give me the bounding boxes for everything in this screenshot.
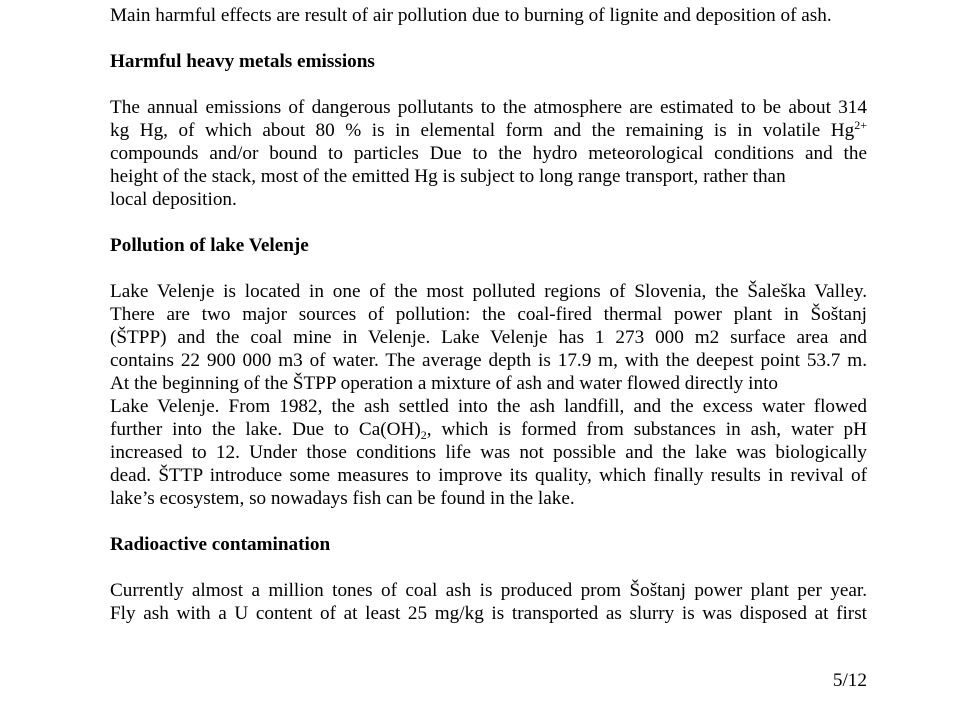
text-line: [110, 119, 867, 142]
text-line: contains 22 900 000 m3 of water. The average depth is 17.9 m, with the deepest point 53.7 m.: [110, 350, 867, 371]
section-heading-radioactive: Radioactive contamination: [110, 534, 331, 555]
text-line: Fly ash with a U content of at least 25 mg/kg is transported as slurry is was disposed at first: [110, 603, 867, 624]
text-line: increased to 12. Under those conditions life was not possible and the lake was biologically: [110, 442, 867, 463]
text-line: At the beginning of the ŠTPP operation a mixture of ash and water flowed directly into: [110, 373, 779, 394]
text-line: compounds and/or bound to particles Due to the hydro meteorological conditions and the: [110, 143, 867, 164]
text-fragment: , which is formed from substances in ash, water pH: [426, 419, 867, 440]
text-fragment: further into the lake. Due to Ca(OH): [110, 419, 421, 440]
text-fragment: kg Hg, of which about 80 % is in elemental form and the remaining is in volatile Hg: [110, 120, 855, 141]
text-line: [110, 418, 867, 441]
page-number: 5/12: [832, 670, 867, 691]
text-line: lake’s ecosystem, so nowadays fish can be found in the lake.: [110, 488, 575, 509]
text-line: dead. ŠTTP introduce some measures to improve its quality, which finally results in revival of: [110, 465, 867, 486]
intro-paragraph: [110, 4, 867, 27]
section-heading-lake-velenje: Pollution of lake Velenje: [110, 235, 309, 256]
hg-superscript: 2+: [854, 118, 867, 132]
text-line: Lake Velenje. From 1982, the ash settled into the ash landfill, and the excess water flowed: [110, 396, 867, 417]
lake-velenje-paragraph: [110, 280, 867, 510]
text-line: Lake Velenje is located in one of the most polluted regions of Slovenia, the Šaleška Valley.: [110, 281, 867, 302]
text-line: The annual emissions of dangerous pollutants to the atmosphere are estimated to be about 314: [110, 97, 867, 118]
heavy-metals-paragraph: [110, 96, 867, 211]
radioactive-paragraph: [110, 579, 867, 625]
text-line: local deposition.: [110, 189, 237, 210]
caoh-subscript: 2: [420, 428, 427, 442]
text-line: Currently almost a million tones of coal ash is produced prom Šoštanj power plant per year.: [110, 580, 867, 601]
section-heading-heavy-metals: Harmful heavy metals emissions: [110, 51, 375, 72]
text-line: There are two major sources of pollution: the coal-fired thermal power plant in Šoštanj: [110, 304, 867, 325]
text-line: Main harmful effects are result of air pollution due to burning of lignite and deposition of ash.: [110, 5, 832, 26]
text-line: height of the stack, most of the emitted Hg is subject to long range transport, rather than: [110, 166, 786, 187]
text-line: (ŠTPP) and the coal mine in Velenje. Lake Velenje has 1 273 000 m2 surface area and: [110, 327, 867, 348]
document-body: [110, 4, 867, 625]
